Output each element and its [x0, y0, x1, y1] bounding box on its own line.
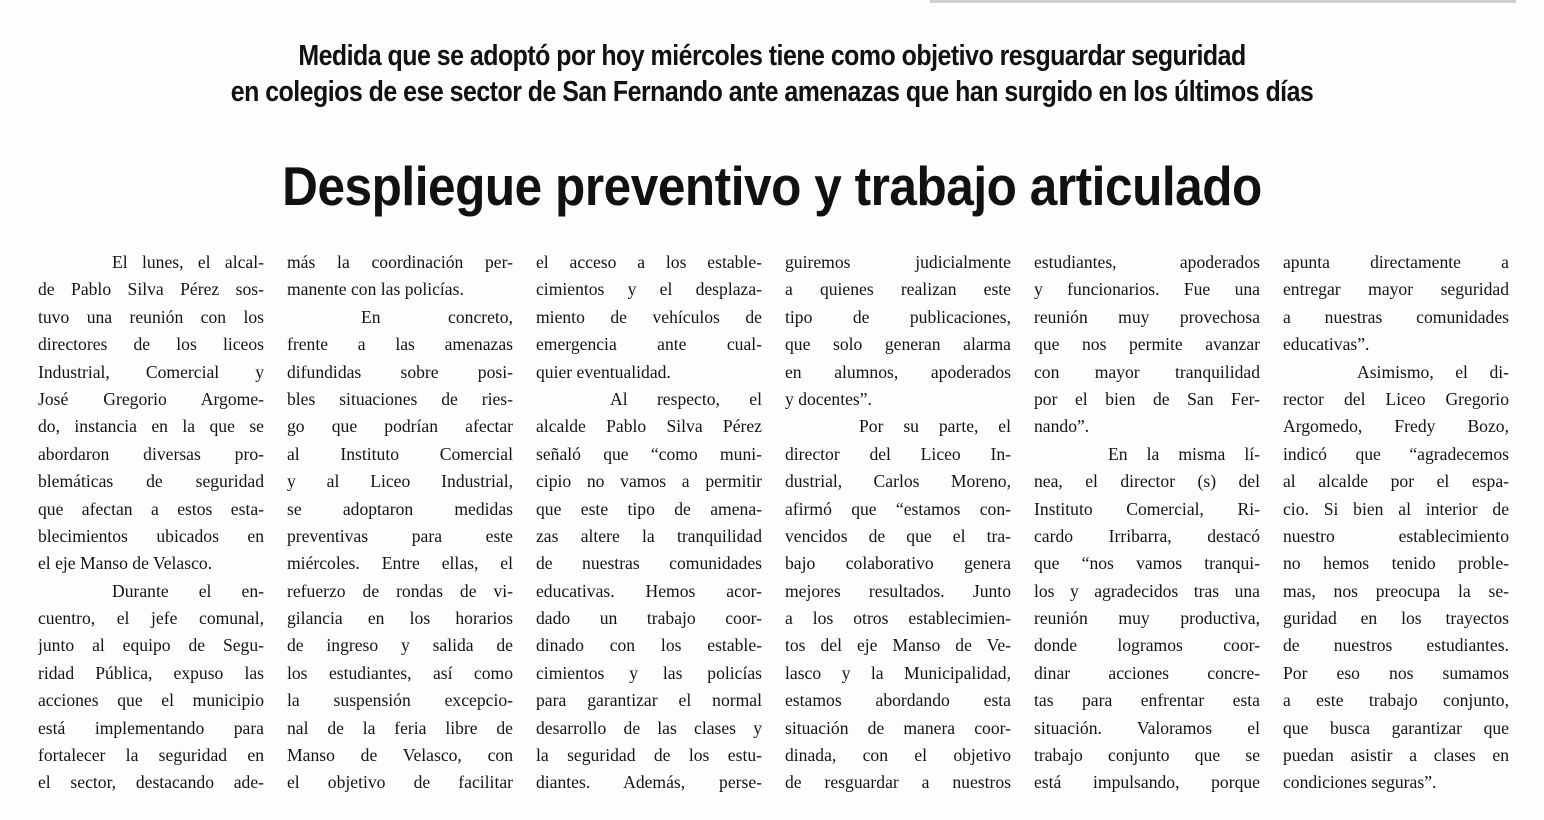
article-column-6	[1283, 249, 1509, 797]
text-line: y docentes”.	[785, 388, 872, 409]
text-line: está implementando para	[38, 717, 264, 738]
text-line: que afectan a estos esta-	[38, 498, 264, 519]
text-line: educativas. Hemos acor-	[536, 580, 762, 601]
text-line: para garantizar el normal	[536, 690, 762, 711]
text-line: de nuestras comunidades	[536, 553, 762, 574]
text-line: nando”.	[1034, 416, 1090, 437]
text-line: dinado con los estable-	[536, 635, 762, 656]
text-line: tuvo una reunión con los	[38, 306, 264, 327]
text-line: difundidas sobre posi-	[287, 361, 513, 382]
text-line: junto al equipo de Segu-	[38, 635, 264, 656]
text-line: a los otros establecimien-	[785, 608, 1011, 629]
article-column-5	[1034, 249, 1260, 797]
text-line: por el bien de San Fer-	[1034, 388, 1260, 409]
text-line: cimientos y las policías	[536, 662, 762, 683]
text-line: desarrollo de las clases y	[536, 717, 762, 738]
text-line: zas altere la tranquilidad	[536, 525, 762, 546]
article-column-4	[785, 249, 1011, 797]
text-line: de ingreso y salida de	[287, 635, 513, 656]
text-line: En concreto,	[361, 306, 513, 327]
text-line: la seguridad de los estu-	[536, 745, 762, 766]
text-line: Durante el en-	[112, 580, 264, 601]
text-line: rector del Liceo Gregorio	[1283, 388, 1509, 409]
text-line: Argomedo, Fredy Bozo,	[1283, 416, 1509, 437]
text-line: cio. Si bien al interior de	[1283, 498, 1509, 519]
text-line: gilancia en los horarios	[287, 608, 513, 629]
text-line: a quienes realizan este	[785, 279, 1011, 300]
text-line: los estudiantes, así como	[287, 662, 513, 683]
text-line: nal de la feria libre de	[287, 717, 513, 738]
text-line: no hemos tenido proble-	[1283, 553, 1509, 574]
subtitle-line: en colegios de ese sector de San Fernando ante amenazas que han surgido en los últimos días	[230, 76, 1314, 108]
text-line: director del Liceo In-	[785, 443, 1011, 464]
text-line: mejores resultados. Junto	[785, 580, 1011, 601]
text-line: cardo Irribarra, destacó	[1034, 525, 1260, 546]
text-line: bajo colaborativo genera	[785, 553, 1011, 574]
text-line: reunión muy provechosa	[1034, 306, 1260, 327]
text-line: señaló que “como muni-	[536, 443, 762, 464]
text-line: José Gregorio Argome-	[38, 388, 264, 409]
article-column-1	[38, 249, 264, 797]
text-line: indicó que “agradecemos	[1283, 443, 1509, 464]
text-line: puedan asistir a clases en	[1283, 745, 1509, 766]
text-line: cimientos y el desplaza-	[536, 279, 762, 300]
text-line: el objetivo de facilitar	[287, 772, 513, 793]
text-line: lasco y la Municipalidad,	[785, 662, 1011, 683]
text-line: educativas”.	[1283, 334, 1370, 355]
text-line: que solo generan alarma	[785, 334, 1011, 355]
text-line: Industrial, Comercial y	[38, 361, 264, 382]
text-line: a nuestras comunidades	[1283, 306, 1509, 327]
text-line: acciones que el municipio	[38, 690, 264, 711]
text-line: alcalde Pablo Silva Pérez	[536, 416, 762, 437]
text-line: blemáticas de seguridad	[38, 471, 264, 492]
text-line: mas, nos preocupa la se-	[1283, 580, 1509, 601]
text-line: los y agradecidos tras una	[1034, 580, 1260, 601]
text-line: fortalecer la seguridad en	[38, 745, 264, 766]
text-line: que este tipo de amena-	[536, 498, 762, 519]
text-line: vencidos de que el tra-	[785, 525, 1011, 546]
text-line: de resguardar a nuestros	[785, 772, 1011, 793]
article-column-2	[287, 249, 513, 797]
text-line: se adoptaron medidas	[287, 498, 513, 519]
text-line: el eje Manso de Velasco.	[38, 553, 213, 574]
text-line: refuerzo de rondas de vi-	[287, 580, 513, 601]
text-line: dinar acciones concre-	[1034, 662, 1260, 683]
text-line: blecimientos ubicados en	[38, 525, 264, 546]
text-line: reunión muy productiva,	[1034, 608, 1260, 629]
text-line: el acceso a los estable-	[536, 252, 762, 272]
text-line: estudiantes, apoderados	[1034, 252, 1260, 272]
text-line: emergencia ante cual-	[536, 334, 762, 355]
text-line: nea, el director (s) del	[1034, 471, 1260, 492]
text-line: está impulsando, porque	[1034, 772, 1260, 793]
text-line: y al Liceo Industrial,	[287, 471, 513, 492]
text-line: entregar mayor seguridad	[1283, 279, 1509, 300]
text-line: afirmó que “estamos con-	[785, 498, 1011, 519]
text-line: miércoles. Entre ellas, el	[287, 553, 513, 574]
text-line: de Pablo Silva Pérez sos-	[38, 279, 264, 300]
text-line: de nuestros estudiantes.	[1283, 635, 1509, 656]
text-line: quier eventualidad.	[536, 361, 671, 382]
text-line: En la misma lí-	[1108, 443, 1260, 464]
text-line: guiremos judicialmente	[785, 252, 1011, 272]
text-line: Por eso nos sumamos	[1283, 662, 1509, 683]
text-line: en alumnos, apoderados	[785, 361, 1011, 382]
article-headline: Despliegue preventivo y trabajo articulado	[282, 155, 1262, 217]
text-line: guridad en los trayectos	[1283, 608, 1509, 629]
text-line: y funcionarios. Fue una	[1034, 279, 1260, 300]
text-line: cuentro, el jefe comunal,	[38, 608, 264, 629]
text-line: situación. Valoramos el	[1034, 717, 1260, 738]
text-line: manente con las policías.	[287, 279, 464, 300]
text-line: donde logramos coor-	[1034, 635, 1260, 656]
text-line: diantes. Además, perse-	[536, 772, 762, 793]
article-column-3	[536, 249, 762, 797]
text-line: miento de vehículos de	[536, 306, 762, 327]
text-line: frente a las amenazas	[287, 334, 513, 355]
text-line: preventivas para este	[287, 525, 513, 546]
text-line: go que podrían afectar	[287, 416, 513, 437]
text-line: tas para enfrentar esta	[1034, 690, 1260, 711]
text-line: nuestro establecimiento	[1283, 525, 1509, 546]
text-line: situación de manera coor-	[785, 717, 1011, 738]
text-line: tipo de publicaciones,	[785, 306, 1011, 327]
text-line: Manso de Velasco, con	[287, 745, 513, 766]
text-line: que busca garantizar que	[1283, 717, 1509, 738]
text-line: el sector, destacando ade-	[38, 772, 264, 793]
subtitle-line: Medida que se adoptó por hoy miércoles tiene como objetivo resguardar seguridad	[298, 40, 1246, 72]
text-line: condiciones seguras”.	[1283, 772, 1437, 793]
text-line: estamos abordando esta	[785, 690, 1011, 711]
text-line: abordaron diversas pro-	[38, 443, 264, 464]
text-line: que “nos vamos tranqui-	[1034, 553, 1260, 574]
text-line: Por su parte, el	[859, 416, 1011, 437]
text-line: la suspensión excepcio-	[287, 690, 513, 711]
text-line: do, instancia en la que se	[38, 416, 264, 437]
text-line: trabajo conjunto que se	[1034, 745, 1260, 766]
text-line: Instituto Comercial, Ri-	[1034, 498, 1260, 519]
text-line: al alcalde por el espa-	[1283, 471, 1509, 492]
article-subtitle	[108, 38, 1436, 110]
text-line: a este trabajo conjunto,	[1283, 690, 1509, 711]
text-line: al Instituto Comercial	[287, 443, 513, 464]
text-line: Asimismo, el di-	[1357, 361, 1509, 382]
text-line: dustrial, Carlos Moreno,	[785, 471, 1011, 492]
text-line: Al respecto, el	[610, 388, 762, 409]
text-line: que nos permite avanzar	[1034, 334, 1260, 355]
text-line: cipio no vamos a permitir	[536, 471, 762, 492]
text-line: ridad Pública, expuso las	[38, 662, 264, 683]
text-line: con mayor tranquilidad	[1034, 361, 1260, 382]
text-line: directores de los liceos	[38, 334, 264, 355]
text-line: apunta directamente a	[1283, 252, 1509, 272]
text-line: tos del eje Manso de Ve-	[785, 635, 1011, 656]
text-line: dado un trabajo coor-	[536, 608, 762, 629]
text-line: dinada, con el objetivo	[785, 745, 1011, 766]
top-rule-divider	[930, 0, 1516, 3]
text-line: bles situaciones de ries-	[287, 388, 513, 409]
text-line: El lunes, el alcal-	[112, 252, 264, 272]
text-line: más la coordinación per-	[287, 252, 513, 272]
